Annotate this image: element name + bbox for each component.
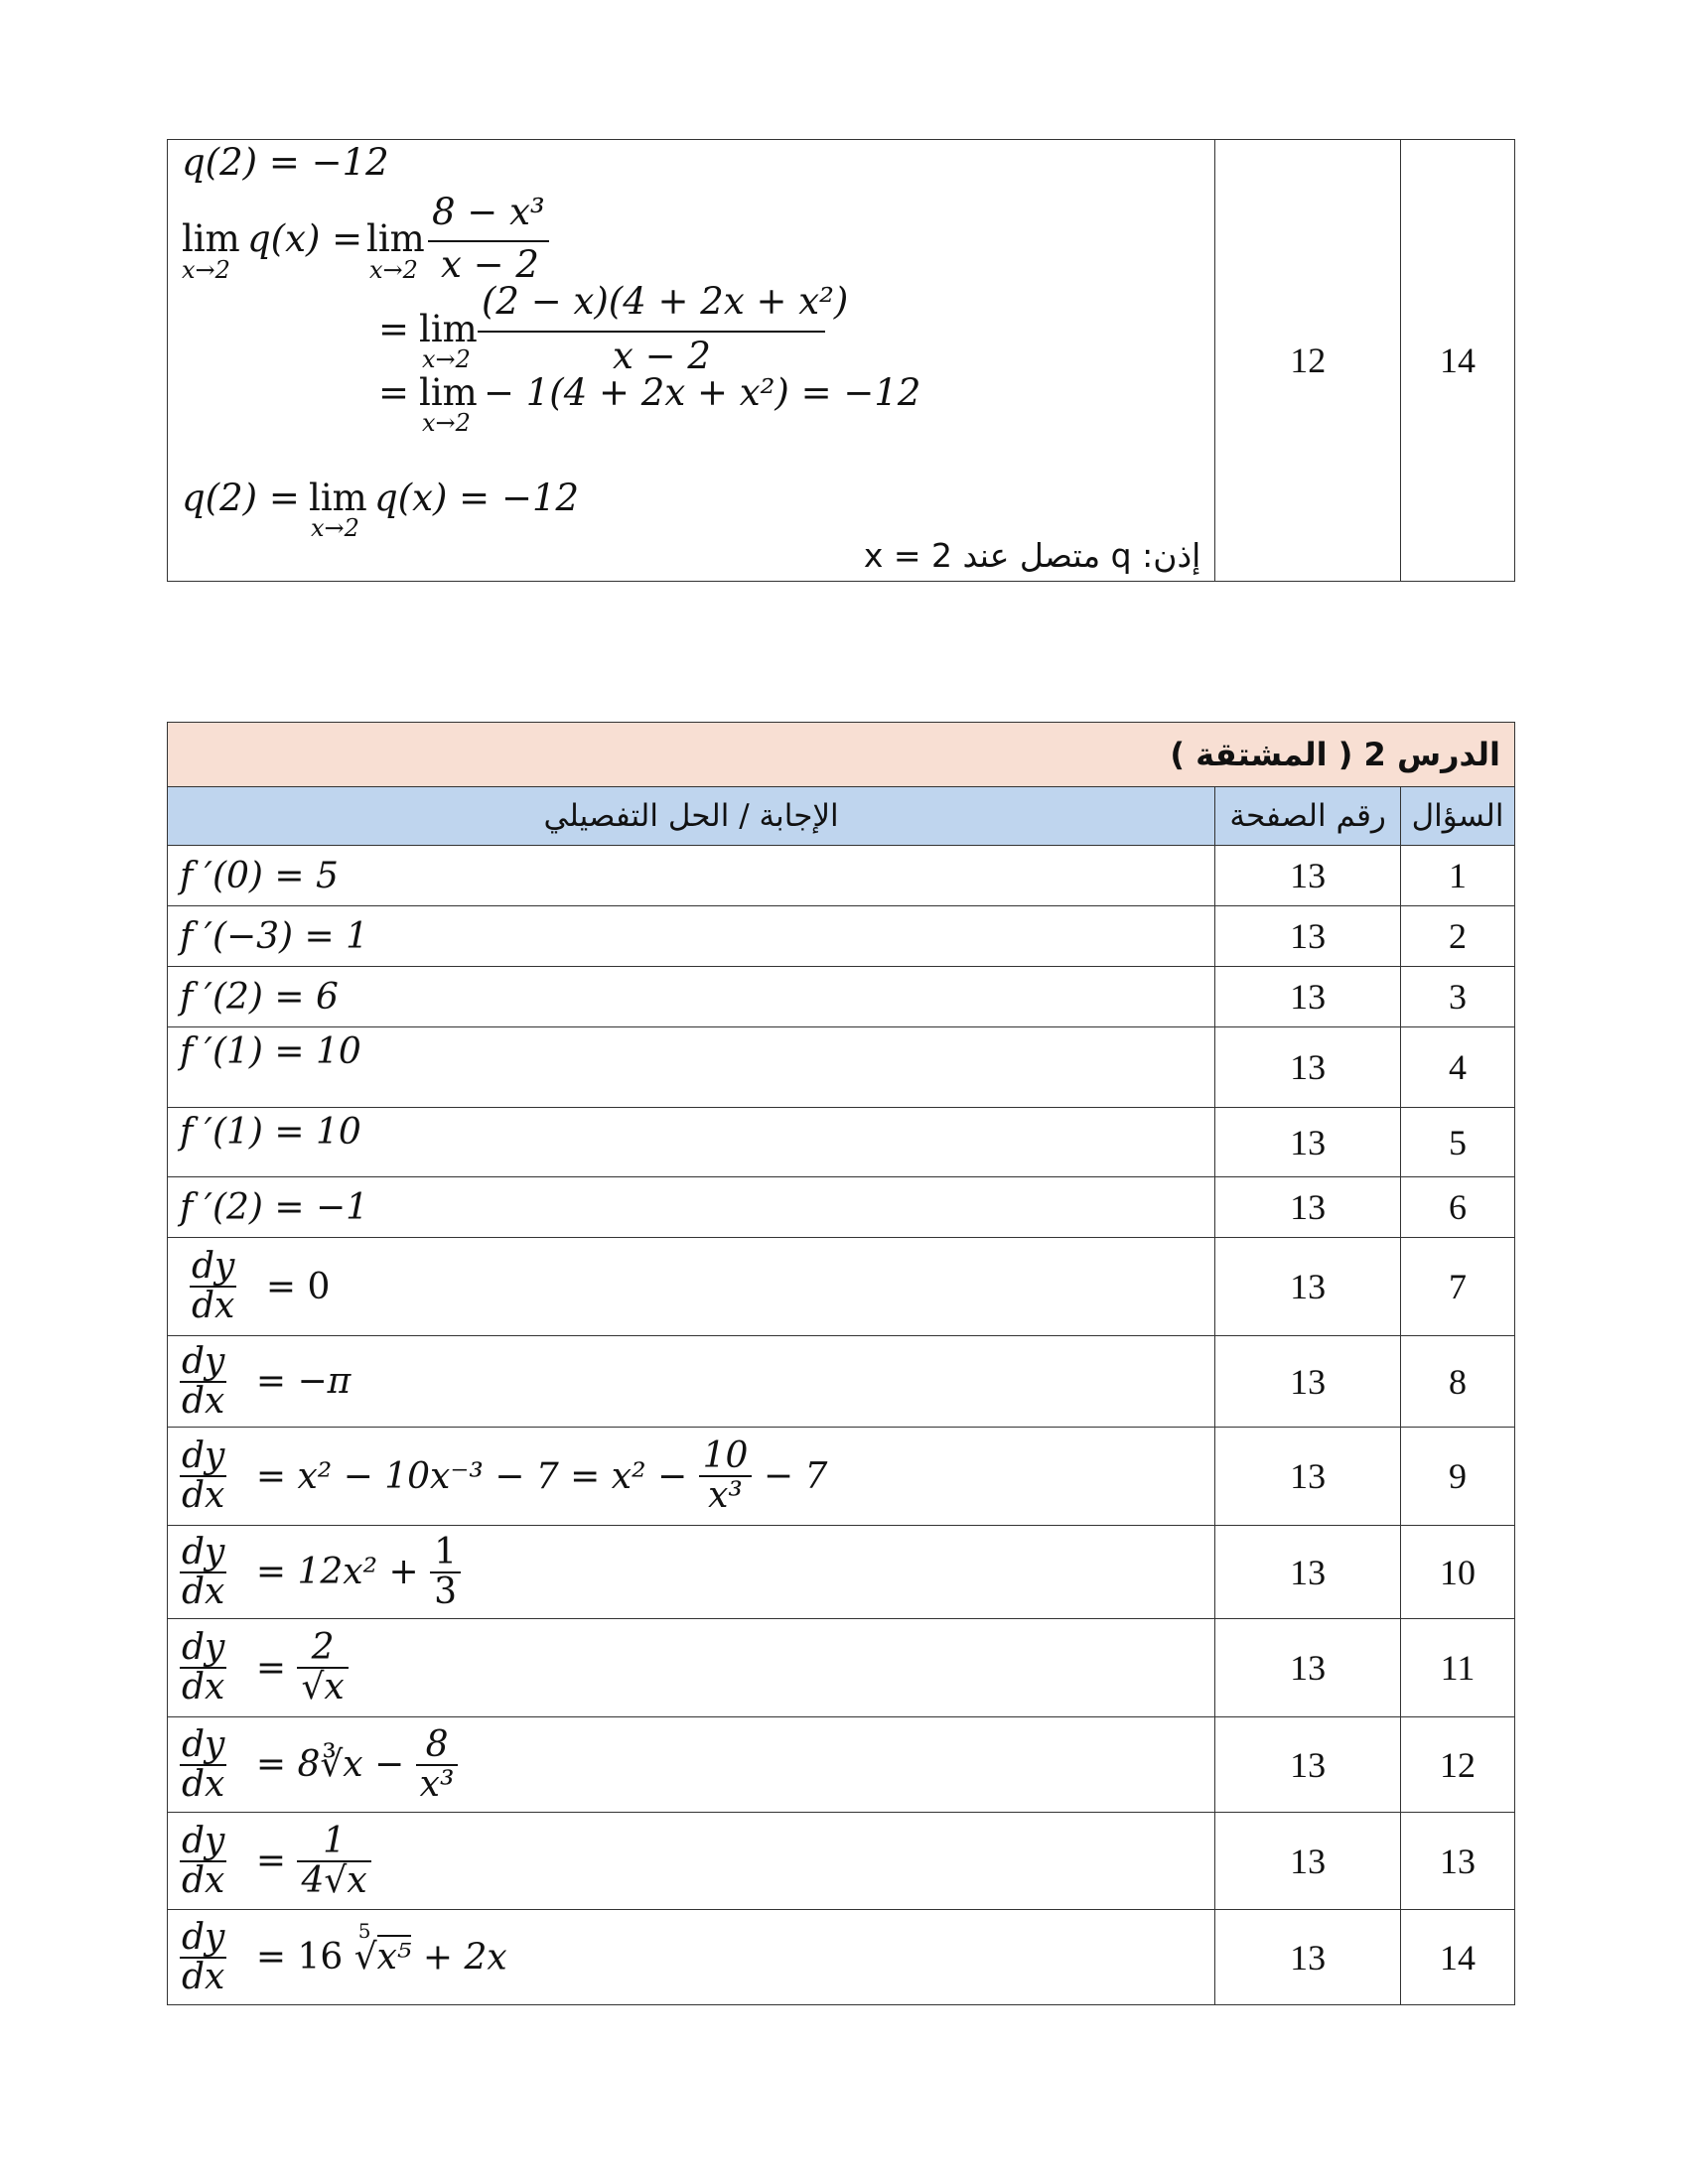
question-cell: 2	[1401, 906, 1515, 967]
answer-cell: f ′(1) = 10	[168, 1108, 1215, 1177]
answer-fraction: $\frac{1}{4√x}$	[297, 1823, 370, 1900]
dydx-fraction: $\frac{dy}{dx}$	[182, 1916, 225, 1997]
answer-cell	[168, 140, 1215, 582]
dydx-fraction: $\frac{dy}{dx}$	[192, 1246, 235, 1326]
question-cell: 12	[1401, 1717, 1515, 1813]
answer-expr-b: − 7	[763, 1455, 828, 1497]
page-cell: 13	[1215, 1177, 1401, 1238]
lesson-title: الدرس 2 ( المشتقة )	[168, 723, 1515, 787]
question-cell: 5	[1401, 1108, 1515, 1177]
page-cell: 13	[1215, 967, 1401, 1027]
answer-cell	[168, 1238, 1215, 1336]
answer-cell	[168, 1717, 1215, 1813]
answer-fraction: $\frac{1}{3}$	[430, 1534, 461, 1611]
question-cell: 6	[1401, 1177, 1515, 1238]
lim-sub-2: x→2	[369, 255, 418, 284]
table-row	[168, 967, 1515, 1027]
fifth-root: 5 √x⁵	[353, 1919, 412, 1978]
answer-fraction: $\frac{8}{\text{x³}}$	[416, 1726, 459, 1804]
answer-expr-a: = x² − 10x⁻³ − 7 = x² −	[255, 1455, 688, 1497]
question-cell: 14	[1401, 1910, 1515, 2005]
table-row	[168, 1717, 1515, 1813]
question-cell: 7	[1401, 1238, 1515, 1336]
page-cell: 13	[1215, 1238, 1401, 1336]
page-cell: 12	[1215, 140, 1401, 582]
table-row	[168, 1336, 1515, 1428]
answer-expr-a: =	[255, 1841, 287, 1881]
eq-2: =	[378, 307, 410, 350]
frac2-num: (2 − x)(4 + 2x + x²)	[482, 279, 849, 323]
col-page-header: رقم الصفحة	[1215, 787, 1401, 846]
table-row	[168, 1428, 1515, 1526]
question-cell: 1	[1401, 846, 1515, 906]
answer-cell: f ′(2) = −1	[168, 1177, 1215, 1238]
lim-sub-5: x→2	[311, 513, 359, 542]
lim-sub-3: x→2	[422, 344, 471, 373]
answer-cell	[168, 1336, 1215, 1428]
table-row	[168, 1813, 1515, 1910]
col-answer-header: الإجابة / الحل التفصيلي	[168, 787, 1215, 846]
lim-3: lim	[419, 307, 478, 350]
page-cell: 13	[1215, 1108, 1401, 1177]
page-cell: 13	[1215, 1526, 1401, 1619]
question-cell: 9	[1401, 1428, 1515, 1526]
eq-3: =	[378, 370, 410, 414]
answer-fraction: $\frac{10}{\text{x³}}$	[699, 1437, 753, 1515]
answer-cell: f ′(2) = 6	[168, 967, 1215, 1027]
line3-tail: − 1(4 + 2x + x²) = −12	[484, 370, 921, 414]
table-row	[168, 1526, 1515, 1619]
final-lhs: q(2) =	[182, 476, 300, 519]
answer-cell	[168, 1526, 1215, 1619]
question-cell: 8	[1401, 1336, 1515, 1428]
answer-fraction: $\frac{2}{√x}$	[297, 1629, 348, 1706]
answer-cell	[168, 1619, 1215, 1717]
dydx-fraction: $\frac{dy}{dx}$	[182, 1531, 225, 1612]
frac2-den: x − 2	[613, 334, 711, 377]
continuity-table	[167, 139, 1515, 582]
page-cell: 13	[1215, 906, 1401, 967]
table-row	[168, 1108, 1515, 1177]
question-cell: 13	[1401, 1813, 1515, 1910]
derivative-table	[167, 722, 1515, 2005]
lim-1: lim	[182, 216, 240, 260]
answer-expr-a: = 12x² +	[255, 1552, 419, 1592]
lim-2: lim	[366, 216, 425, 260]
conclusion-text: إذن: q متصل عند x = 2	[863, 535, 1201, 575]
answer-cell: f ′(1) = 10	[168, 1027, 1215, 1108]
dydx-fraction: $\frac{dy}{dx}$	[182, 1723, 225, 1805]
page-cell: 13	[1215, 1717, 1401, 1813]
lim-sub-1: x→2	[182, 255, 230, 284]
question-cell: 11	[1401, 1619, 1515, 1717]
answer-cell	[168, 1813, 1215, 1910]
answer-work	[168, 141, 1214, 581]
lim-4: lim	[419, 370, 478, 414]
frac1-bar	[428, 240, 549, 242]
page-cell: 13	[1215, 1336, 1401, 1428]
table-row	[168, 846, 1515, 906]
dydx-fraction: $\frac{dy}{dx}$	[182, 1340, 225, 1422]
page-cell: 13	[1215, 1910, 1401, 2005]
question-cell: 10	[1401, 1526, 1515, 1619]
dydx-fraction: $\frac{dy}{dx}$	[182, 1435, 225, 1516]
answer-cell	[168, 1428, 1215, 1526]
lim-5: lim	[309, 476, 367, 519]
frac1-num: 8 − x³	[432, 190, 545, 233]
frac2-bar	[478, 331, 825, 333]
page-cell: 13	[1215, 846, 1401, 906]
table-row	[168, 1177, 1515, 1238]
answer-cell	[168, 1910, 1215, 2005]
frac1-den: x − 2	[441, 242, 539, 286]
question-cell: 14	[1401, 140, 1515, 582]
dydx-fraction: $\frac{dy}{dx}$	[182, 1820, 225, 1901]
answer-expr-b: + 2x	[422, 1937, 507, 1978]
answer-expr-a: = 16	[255, 1937, 344, 1978]
answer-expr-a: = 8∛x −	[255, 1744, 405, 1785]
table-row	[168, 1027, 1515, 1108]
question-cell: 4	[1401, 1027, 1515, 1108]
page-cell: 13	[1215, 1027, 1401, 1108]
col-question-header: السؤال	[1401, 787, 1515, 846]
table-row	[168, 1238, 1515, 1336]
page-cell: 13	[1215, 1813, 1401, 1910]
table-row	[168, 1910, 1515, 2005]
question-cell: 3	[1401, 967, 1515, 1027]
page-cell: 13	[1215, 1428, 1401, 1526]
q2-value: q(2) = −12	[182, 140, 389, 184]
final-rhs: q(x) = −12	[374, 476, 580, 519]
answer-expr-a: =	[255, 1647, 287, 1689]
table-row	[168, 1619, 1515, 1717]
answer-cell: f ′(−3) = 1	[168, 906, 1215, 967]
table-row	[168, 906, 1515, 967]
lim-sub-4: x→2	[422, 408, 471, 437]
answer-expr: = 0	[265, 1266, 331, 1307]
answer-expr: = −π	[255, 1361, 352, 1402]
dydx-fraction: $\frac{dy}{dx}$	[182, 1627, 225, 1707]
lhs-qx: q(x) =	[247, 216, 363, 260]
answer-cell: f ′(0) = 5	[168, 846, 1215, 906]
page-cell: 13	[1215, 1619, 1401, 1717]
